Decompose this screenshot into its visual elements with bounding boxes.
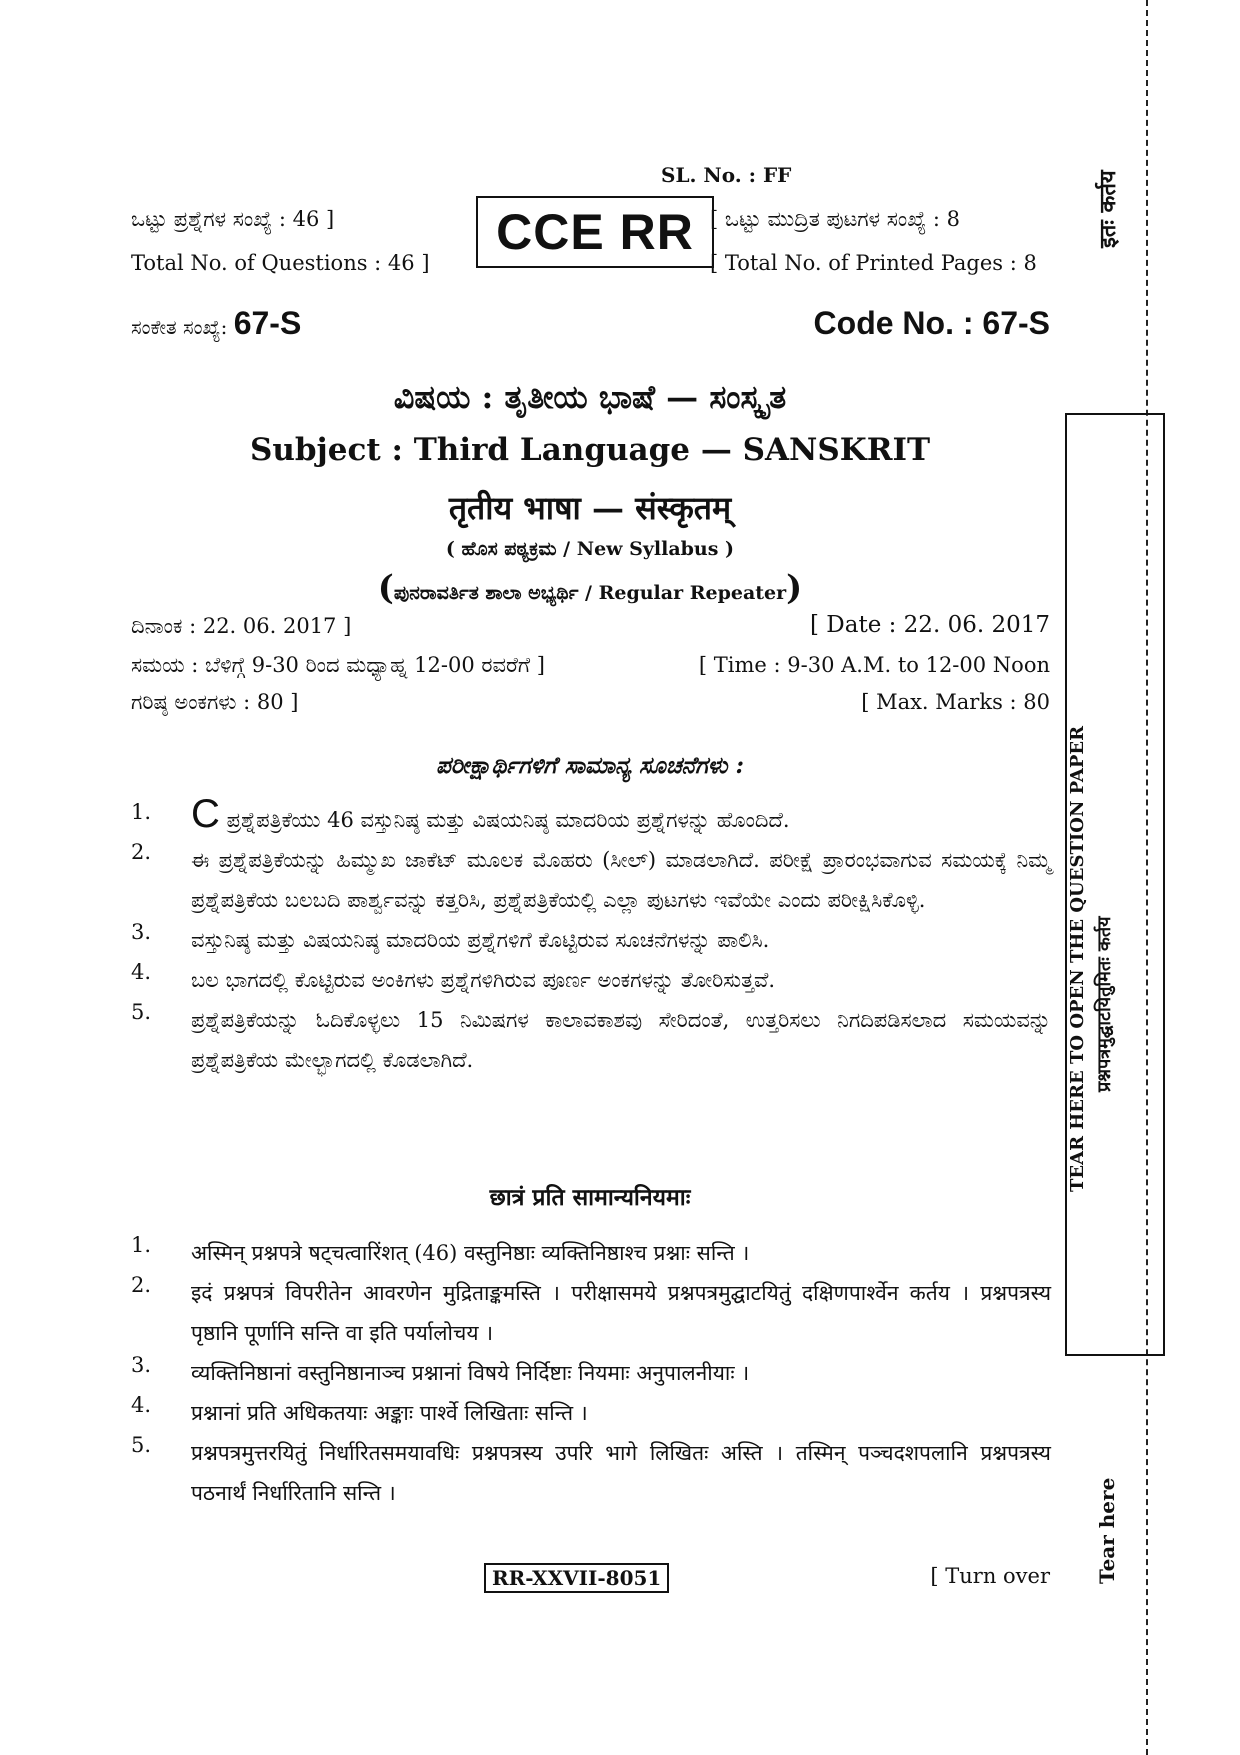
item-text: ಪ್ರಶ್ನೆಪತ್ರಿಕೆಯು 46 ವಸ್ತುನಿಷ್ಠ ಮತ್ತು ವಿಷಯನಿಷ್ಠ ಮಾದರಿಯ ಪ್ರಶ್ನೆಗಳನ್ನು ಹೊಂದಿದೆ. (226, 808, 790, 832)
date-kn: ದಿನಾಂಕ : 22. 06. 2017 ] (131, 614, 352, 638)
list-item (131, 1000, 1051, 1080)
item-number: 5. (131, 1000, 152, 1024)
instructions-sa-heading: छात्रं प्रति सामान्यनियमाः (489, 1184, 691, 1211)
code-en: Code No. : 67-S (813, 305, 1050, 341)
item-text: ಈ ಪ್ರಶ್ನೆಪತ್ರಿಕೆಯನ್ನು ಹಿಮ್ಮುಖ ಜಾಕೆಟ್ ಮೂಲಕ ಮೊಹರು (ಸೀಲ್) ಮಾಡಲಾಗಿದೆ. ಪರೀಕ್ಷೆ ಪ್ರಾರಂಭವಾಗುವ ಸಮಯಕ್ಕೆ ನಿಮ್ಮ ಪ್ರಶ್ನೆಪತ್ರಿಕೆಯ ಬಲಬದಿ ಪಾರ್ಶ್ವವನ್ನು ಕತ್ತರಿಸಿ, ಪ್ರಶ್ನೆಪತ್ರಿಕೆಯಲ್ಲಿ ಎಲ್ಲಾ ಪುಟಗಳು ಇವೆಯೇ ಎಂದು ಪರೀಕ್ಷಿಸಿಕೊಳ್ಳಿ. (191, 848, 1051, 912)
subject-kannada: ವಿಷಯ : ತೃತೀಯ ಭಾಷೆ — ಸಂಸ್ಕೃತ (393, 378, 787, 416)
list-item (131, 792, 1051, 840)
side-top-text: इतः कर्तय (1095, 170, 1121, 248)
list-item (131, 1273, 1051, 1353)
list-item (131, 1353, 1051, 1393)
list-item (131, 1233, 1051, 1273)
cce-rr-badge: CCE RR (476, 196, 714, 268)
syllabus: ( ಹೊಸ ಪಠ್ಯಕ್ರಮ / New Syllabus ) (445, 538, 735, 560)
item-number: 2. (131, 840, 152, 864)
item-text: ಬಲ ಭಾಗದಲ್ಲಿ ಕೊಟ್ಟಿರುವ ಅಂಕಿಗಳು ಪ್ರಶ್ನೆಗಳಿಗಿರುವ ಪೂರ್ಣ ಅಂಕಗಳನ್ನು ತೋರಿಸುತ್ತವೆ. (191, 968, 776, 992)
item-number: 4. (131, 960, 152, 984)
subject-english: Subject : Third Language — SANSKRIT (249, 432, 931, 468)
item-number: 5. (131, 1433, 152, 1457)
repeater-text: ಪುನರಾವರ್ತಿತ ಶಾಲಾ ಅಭ್ಯರ್ಥಿ / Regular Repeater (393, 582, 787, 604)
item-number: 2. (131, 1273, 152, 1297)
item-text: ಪ್ರಶ್ನೆಪತ್ರಿಕೆಯನ್ನು ಓದಿಕೊಳ್ಳಲು 15 ನಿಮಿಷಗಳ ಕಾಲಾವಕಾಶವು ಸೇರಿದಂತೆ, ಉತ್ತರಿಸಲು ನಿಗದಿಪಡಿಸಲಾದ ಸಮಯವನ್ನು ಪ್ರಶ್ನೆಪತ್ರಿಕೆಯ ಮೇಲ್ಭಾಗದಲ್ಲಿ ಕೊಡಲಾಗಿದೆ. (191, 1008, 1051, 1072)
code-value: 67-S (233, 305, 302, 341)
item-number: 3. (131, 1353, 152, 1377)
date-en: [ Date : 22. 06. 2017 (810, 612, 1050, 638)
list-item (131, 840, 1051, 920)
time-en: [ Time : 9-30 A.M. to 12-00 Noon (698, 653, 1050, 677)
list-item (131, 1393, 1051, 1433)
tear-here-sa: प्रश्नपत्रमुद्घाटयितुमितः कर्तय (1094, 916, 1115, 1092)
list-item (131, 1433, 1051, 1513)
repeater-line: (ಪುನರಾವರ್ತಿತ ಶಾಲಾ ಅಭ್ಯರ್ಥಿ / Regular Repeater) (377, 568, 803, 608)
item-number: 3. (131, 920, 152, 944)
list-item (131, 920, 1051, 960)
code-kn (131, 305, 301, 342)
time-kn: ಸಮಯ : ಬೆಳಿಗ್ಗೆ 9-30 ರಿಂದ ಮಧ್ಯಾಹ್ನ 12-00 ರವರೆಗೆ ] (131, 653, 545, 677)
item-text: व्यक्तिनिष्ठानां वस्तुनिष्ठानाञ्च प्रश्नानां विषये निर्दिष्टाः नियमाः अनुपालनीयाः । (191, 1361, 750, 1385)
item-text: प्रश्नपत्रमुत्तरयितुं निर्धारितसमयावधिः प्रश्नपत्रस्य उपरि भागे लिखितः अस्ति । तस्मिन् पञ्चदशपलानि प्रश्नपत्रस्य पठनार्थं निर्धारितानि सन्ति । (191, 1441, 1051, 1505)
instructions-kn-list (131, 792, 1051, 1080)
item-text: इदं प्रश्नपत्रं विपरीतेन आवरणेन मुद्रिताङ्कमस्ति । परीक्षासमये प्रश्नपत्रमुद्घाटयितुं दक्षिणपार्श्वेन कर्तय । प्रश्नपत्रस्य पृष्ठानि पूर्णानि सन्ति वा इति पर्यालोचय । (191, 1281, 1051, 1345)
list-item (131, 960, 1051, 1000)
total-pages-kn: [ ಒಟ್ಟು ಮುದ್ರಿತ ಪುಟಗಳ ಸಂಖ್ಯೆ : 8 (710, 207, 961, 231)
item-text: प्रश्नानां प्रति अधिकतयाः अङ्काः पार्श्वे लिखिताः सन्ति । (191, 1401, 588, 1425)
tear-here-en: TEAR HERE TO OPEN THE QUESTION PAPER (1067, 725, 1088, 1192)
item-number: 1. (131, 800, 152, 824)
marks-en: [ Max. Marks : 80 (861, 690, 1050, 714)
tear-here-bottom[interactable]: Tear here (1095, 1477, 1119, 1584)
turn-over: [ Turn over (930, 1564, 1050, 1588)
paper-code: RR-XXVII-8051 (484, 1563, 669, 1593)
item-number: 4. (131, 1393, 152, 1417)
item-number: 1. (131, 1233, 152, 1257)
code-label-kn: ಸಂಕೇತ ಸಂಖ್ಯೆ: (131, 315, 228, 339)
subject-devanagari: तृतीय भाषा — संस्कृतम् (448, 489, 732, 527)
instructions-kn-heading: ಪರೀಕ್ಷಾರ್ಥಿಗಳಿಗೆ ಸಾಮಾನ್ಯ ಸೂಚನೆಗಳು : (435, 752, 744, 779)
marks-kn: ಗರಿಷ್ಠ ಅಂಕಗಳು : 80 ] (131, 690, 299, 714)
item-text: ವಸ್ತುನಿಷ್ಠ ಮತ್ತು ವಿಷಯನಿಷ್ಠ ಮಾದರಿಯ ಪ್ರಶ್ನೆಗಳಿಗೆ ಕೊಟ್ಟಿರುವ ಸೂಚನೆಗಳನ್ನು ಪಾಲಿಸಿ. (191, 928, 770, 952)
total-pages-en: [ Total No. of Printed Pages : 8 (710, 251, 1037, 275)
total-questions-kn: ಒಟ್ಟು ಪ್ರಶ್ನೆಗಳ ಸಂಖ್ಯೆ : 46 ] (131, 207, 335, 231)
c-mark: C (191, 792, 220, 836)
total-questions-en: Total No. of Questions : 46 ] (131, 251, 430, 275)
serial-number: SL. No. : FF (661, 163, 792, 187)
item-text: अस्मिन् प्रश्नपत्रे षट्चत्वारिंशत् (46) वस्तुनिष्ठाः व्यक्तिनिष्ठाश्च प्रश्नाः सन्ति । (191, 1241, 750, 1265)
instructions-sa-list (131, 1233, 1051, 1513)
